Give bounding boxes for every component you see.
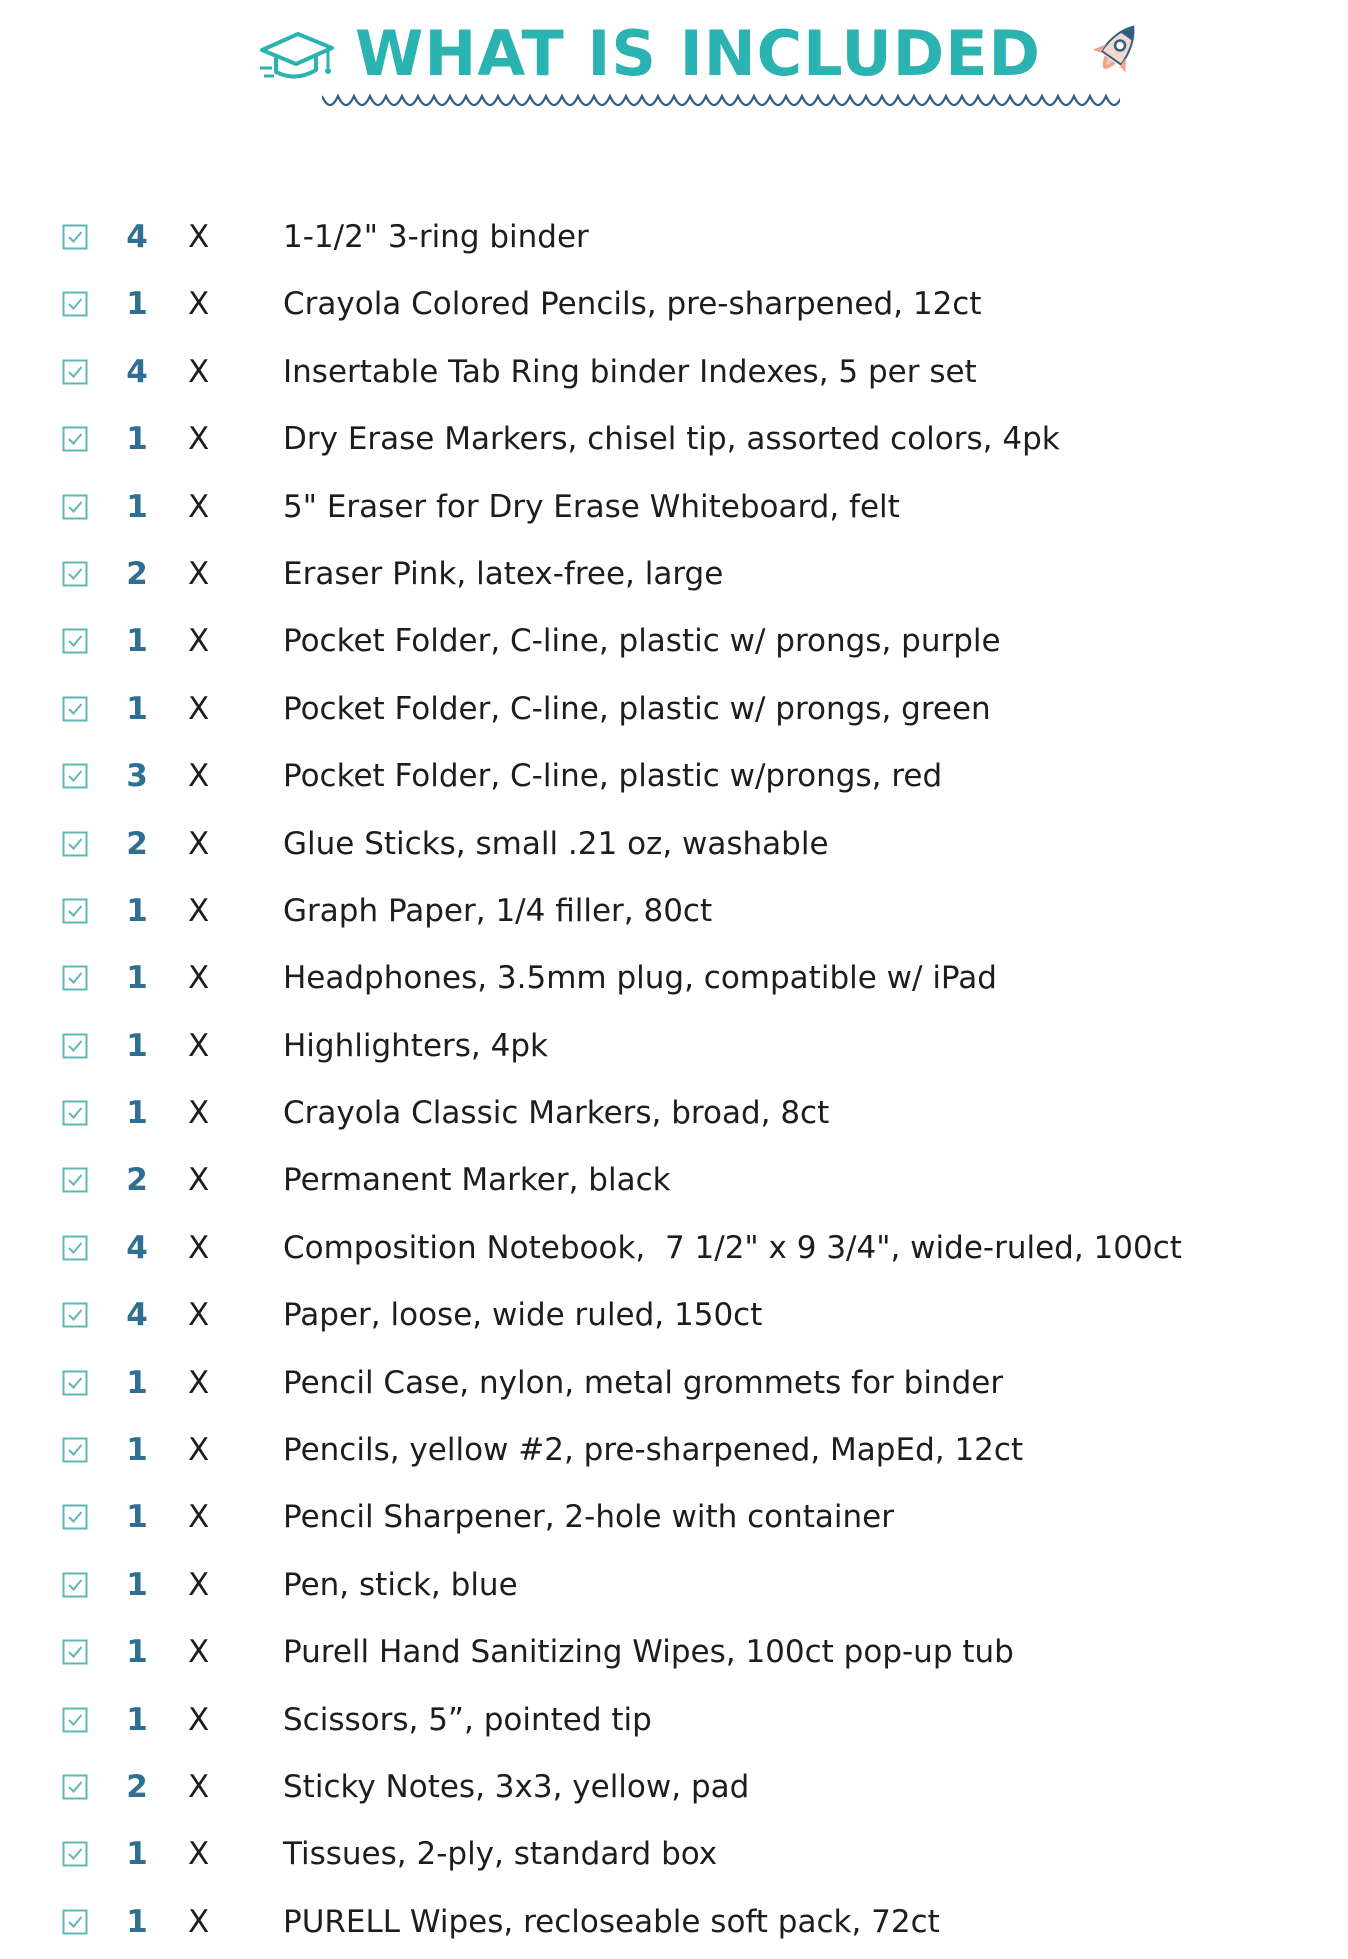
list-item: [0, 1690, 1348, 1757]
item-description: Pocket Folder, C-line, plastic w/ prongs, purple: [283, 623, 1001, 660]
item-quantity: 1: [126, 1634, 148, 1671]
item-quantity: 2: [126, 1768, 148, 1805]
list-item: [0, 814, 1348, 881]
times-sign: X: [188, 1634, 210, 1671]
item-description: Pencils, yellow #2, pre-sharpened, MapEd, 12ct: [283, 1432, 1024, 1469]
list-item: [0, 409, 1348, 476]
item-description: Composition Notebook, 7 1/2" x 9 3/4", wide-ruled, 100ct: [283, 1229, 1182, 1266]
list-item: [0, 611, 1348, 678]
times-sign: X: [188, 1836, 210, 1873]
item-description: Permanent Marker, black: [283, 1162, 671, 1199]
checkbox-checked-icon[interactable]: [62, 291, 88, 317]
item-quantity: 1: [126, 1432, 148, 1469]
item-description: Highlighters, 4pk: [283, 1027, 548, 1064]
times-sign: X: [188, 1027, 210, 1064]
checkbox-checked-icon[interactable]: [62, 1572, 88, 1598]
checkbox-checked-icon[interactable]: [62, 831, 88, 857]
item-description: Paper, loose, wide ruled, 150ct: [283, 1297, 763, 1334]
item-quantity: 1: [126, 488, 148, 525]
list-item: [0, 1622, 1348, 1689]
item-quantity: 1: [126, 892, 148, 929]
item-description: Pocket Folder, C-line, plastic w/ prongs, green: [283, 690, 991, 727]
item-description: Insertable Tab Ring binder Indexes, 5 per set: [283, 353, 977, 390]
times-sign: X: [188, 1768, 210, 1805]
checkbox-checked-icon[interactable]: [62, 359, 88, 385]
checkbox-checked-icon[interactable]: [62, 696, 88, 722]
list-item: [0, 746, 1348, 813]
checkbox-checked-icon[interactable]: [62, 1370, 88, 1396]
item-quantity: 3: [126, 758, 148, 795]
list-item: [0, 274, 1348, 341]
list-item: [0, 207, 1348, 274]
checkbox-checked-icon[interactable]: [62, 1235, 88, 1261]
times-sign: X: [188, 758, 210, 795]
list-item: [0, 679, 1348, 746]
item-description: Scissors, 5”, pointed tip: [283, 1701, 652, 1738]
item-description: Sticky Notes, 3x3, yellow, pad: [283, 1768, 750, 1805]
times-sign: X: [188, 1499, 210, 1536]
item-quantity: 1: [126, 1364, 148, 1401]
item-quantity: 1: [126, 421, 148, 458]
checkbox-checked-icon[interactable]: [62, 1639, 88, 1665]
times-sign: X: [188, 1095, 210, 1132]
times-sign: X: [188, 286, 210, 323]
list-item: [0, 1150, 1348, 1217]
item-quantity: 4: [126, 1229, 148, 1266]
checkbox-checked-icon[interactable]: [62, 561, 88, 587]
checkbox-checked-icon[interactable]: [62, 1774, 88, 1800]
item-description: 5" Eraser for Dry Erase Whiteboard, felt: [283, 488, 900, 525]
times-sign: X: [188, 353, 210, 390]
list-item: [0, 342, 1348, 409]
times-sign: X: [188, 1701, 210, 1738]
item-description: Tissues, 2-ply, standard box: [283, 1836, 718, 1873]
list-item: [0, 881, 1348, 948]
checkbox-checked-icon[interactable]: [62, 1909, 88, 1935]
item-description: Crayola Colored Pencils, pre-sharpened, 12ct: [283, 286, 982, 323]
list-item: [0, 1353, 1348, 1420]
list-item: [0, 1487, 1348, 1554]
checkbox-checked-icon[interactable]: [62, 1302, 88, 1328]
item-description: Pencil Sharpener, 2-hole with container: [283, 1499, 894, 1536]
times-sign: X: [188, 555, 210, 592]
times-sign: X: [188, 1432, 210, 1469]
list-item: [0, 1218, 1348, 1285]
item-description: Pen, stick, blue: [283, 1566, 518, 1603]
times-sign: X: [188, 892, 210, 929]
times-sign: X: [188, 1364, 210, 1401]
item-description: 1-1/2" 3-ring binder: [283, 219, 589, 255]
item-description: Crayola Classic Markers, broad, 8ct: [283, 1095, 830, 1132]
list-item: [0, 1555, 1348, 1622]
item-quantity: 1: [126, 690, 148, 727]
item-quantity: 1: [126, 1566, 148, 1603]
times-sign: X: [188, 219, 210, 255]
item-quantity: 4: [126, 353, 148, 390]
times-sign: X: [188, 488, 210, 525]
times-sign: X: [188, 690, 210, 727]
item-quantity: 1: [126, 1499, 148, 1536]
rocket-icon: [1078, 16, 1146, 98]
item-description: Glue Sticks, small .21 oz, washable: [283, 825, 829, 862]
item-quantity: 2: [126, 825, 148, 862]
times-sign: X: [188, 960, 210, 997]
graduation-cap-icon: [258, 28, 336, 84]
list-item: [0, 1285, 1348, 1352]
item-description: Headphones, 3.5mm plug, compatible w/ iPad: [283, 960, 997, 997]
page-header: [0, 0, 1348, 130]
times-sign: X: [188, 825, 210, 862]
checkbox-checked-icon[interactable]: [62, 426, 88, 452]
list-item: [0, 1420, 1348, 1487]
checkbox-checked-icon[interactable]: [62, 494, 88, 520]
list-item: [0, 1016, 1348, 1083]
checkbox-checked-icon[interactable]: [62, 965, 88, 991]
item-description: PURELL Wipes, recloseable soft pack, 72ct: [283, 1903, 940, 1940]
checkbox-checked-icon[interactable]: [62, 1033, 88, 1059]
item-description: Graph Paper, 1/4 filler, 80ct: [283, 892, 713, 929]
checkbox-checked-icon[interactable]: [62, 1437, 88, 1463]
item-description: Pencil Case, nylon, metal grommets for binder: [283, 1364, 1004, 1401]
item-quantity: 4: [126, 1297, 148, 1334]
item-quantity: 1: [126, 1095, 148, 1132]
list-item: [0, 544, 1348, 611]
checkbox-checked-icon[interactable]: [62, 224, 88, 250]
item-quantity: 2: [126, 1162, 148, 1199]
item-quantity: 1: [126, 1903, 148, 1940]
list-item: [0, 948, 1348, 1015]
checkbox-checked-icon[interactable]: [62, 1841, 88, 1867]
item-description: Purell Hand Sanitizing Wipes, 100ct pop-up tub: [283, 1634, 1014, 1671]
times-sign: X: [188, 623, 210, 660]
wavy-divider: [322, 92, 1120, 114]
supply-list: [0, 207, 1348, 1959]
checkbox-checked-icon[interactable]: [62, 763, 88, 789]
item-description: Pocket Folder, C-line, plastic w/prongs, red: [283, 758, 943, 795]
item-quantity: 4: [126, 219, 148, 255]
list-item: [0, 1757, 1348, 1824]
times-sign: X: [188, 421, 210, 458]
item-description: Eraser Pink, latex-free, large: [283, 555, 724, 592]
checkbox-checked-icon[interactable]: [62, 1100, 88, 1126]
checkbox-checked-icon[interactable]: [62, 898, 88, 924]
times-sign: X: [188, 1566, 210, 1603]
list-item: [0, 1892, 1348, 1959]
list-item: [0, 1824, 1348, 1891]
list-item: [0, 1083, 1348, 1150]
page-title: WHAT IS INCLUDED: [355, 17, 1042, 90]
item-quantity: 2: [126, 555, 148, 592]
checkbox-checked-icon[interactable]: [62, 1707, 88, 1733]
checkbox-checked-icon[interactable]: [62, 1504, 88, 1530]
item-quantity: 1: [126, 1701, 148, 1738]
checkbox-checked-icon[interactable]: [62, 1167, 88, 1193]
checkbox-checked-icon[interactable]: [62, 628, 88, 654]
times-sign: X: [188, 1903, 210, 1940]
item-quantity: 1: [126, 1836, 148, 1873]
times-sign: X: [188, 1162, 210, 1199]
item-description: Dry Erase Markers, chisel tip, assorted colors, 4pk: [283, 421, 1060, 458]
times-sign: X: [188, 1229, 210, 1266]
list-item: [0, 477, 1348, 544]
item-quantity: 1: [126, 960, 148, 997]
item-quantity: 1: [126, 1027, 148, 1064]
item-quantity: 1: [126, 286, 148, 323]
item-quantity: 1: [126, 623, 148, 660]
times-sign: X: [188, 1297, 210, 1334]
